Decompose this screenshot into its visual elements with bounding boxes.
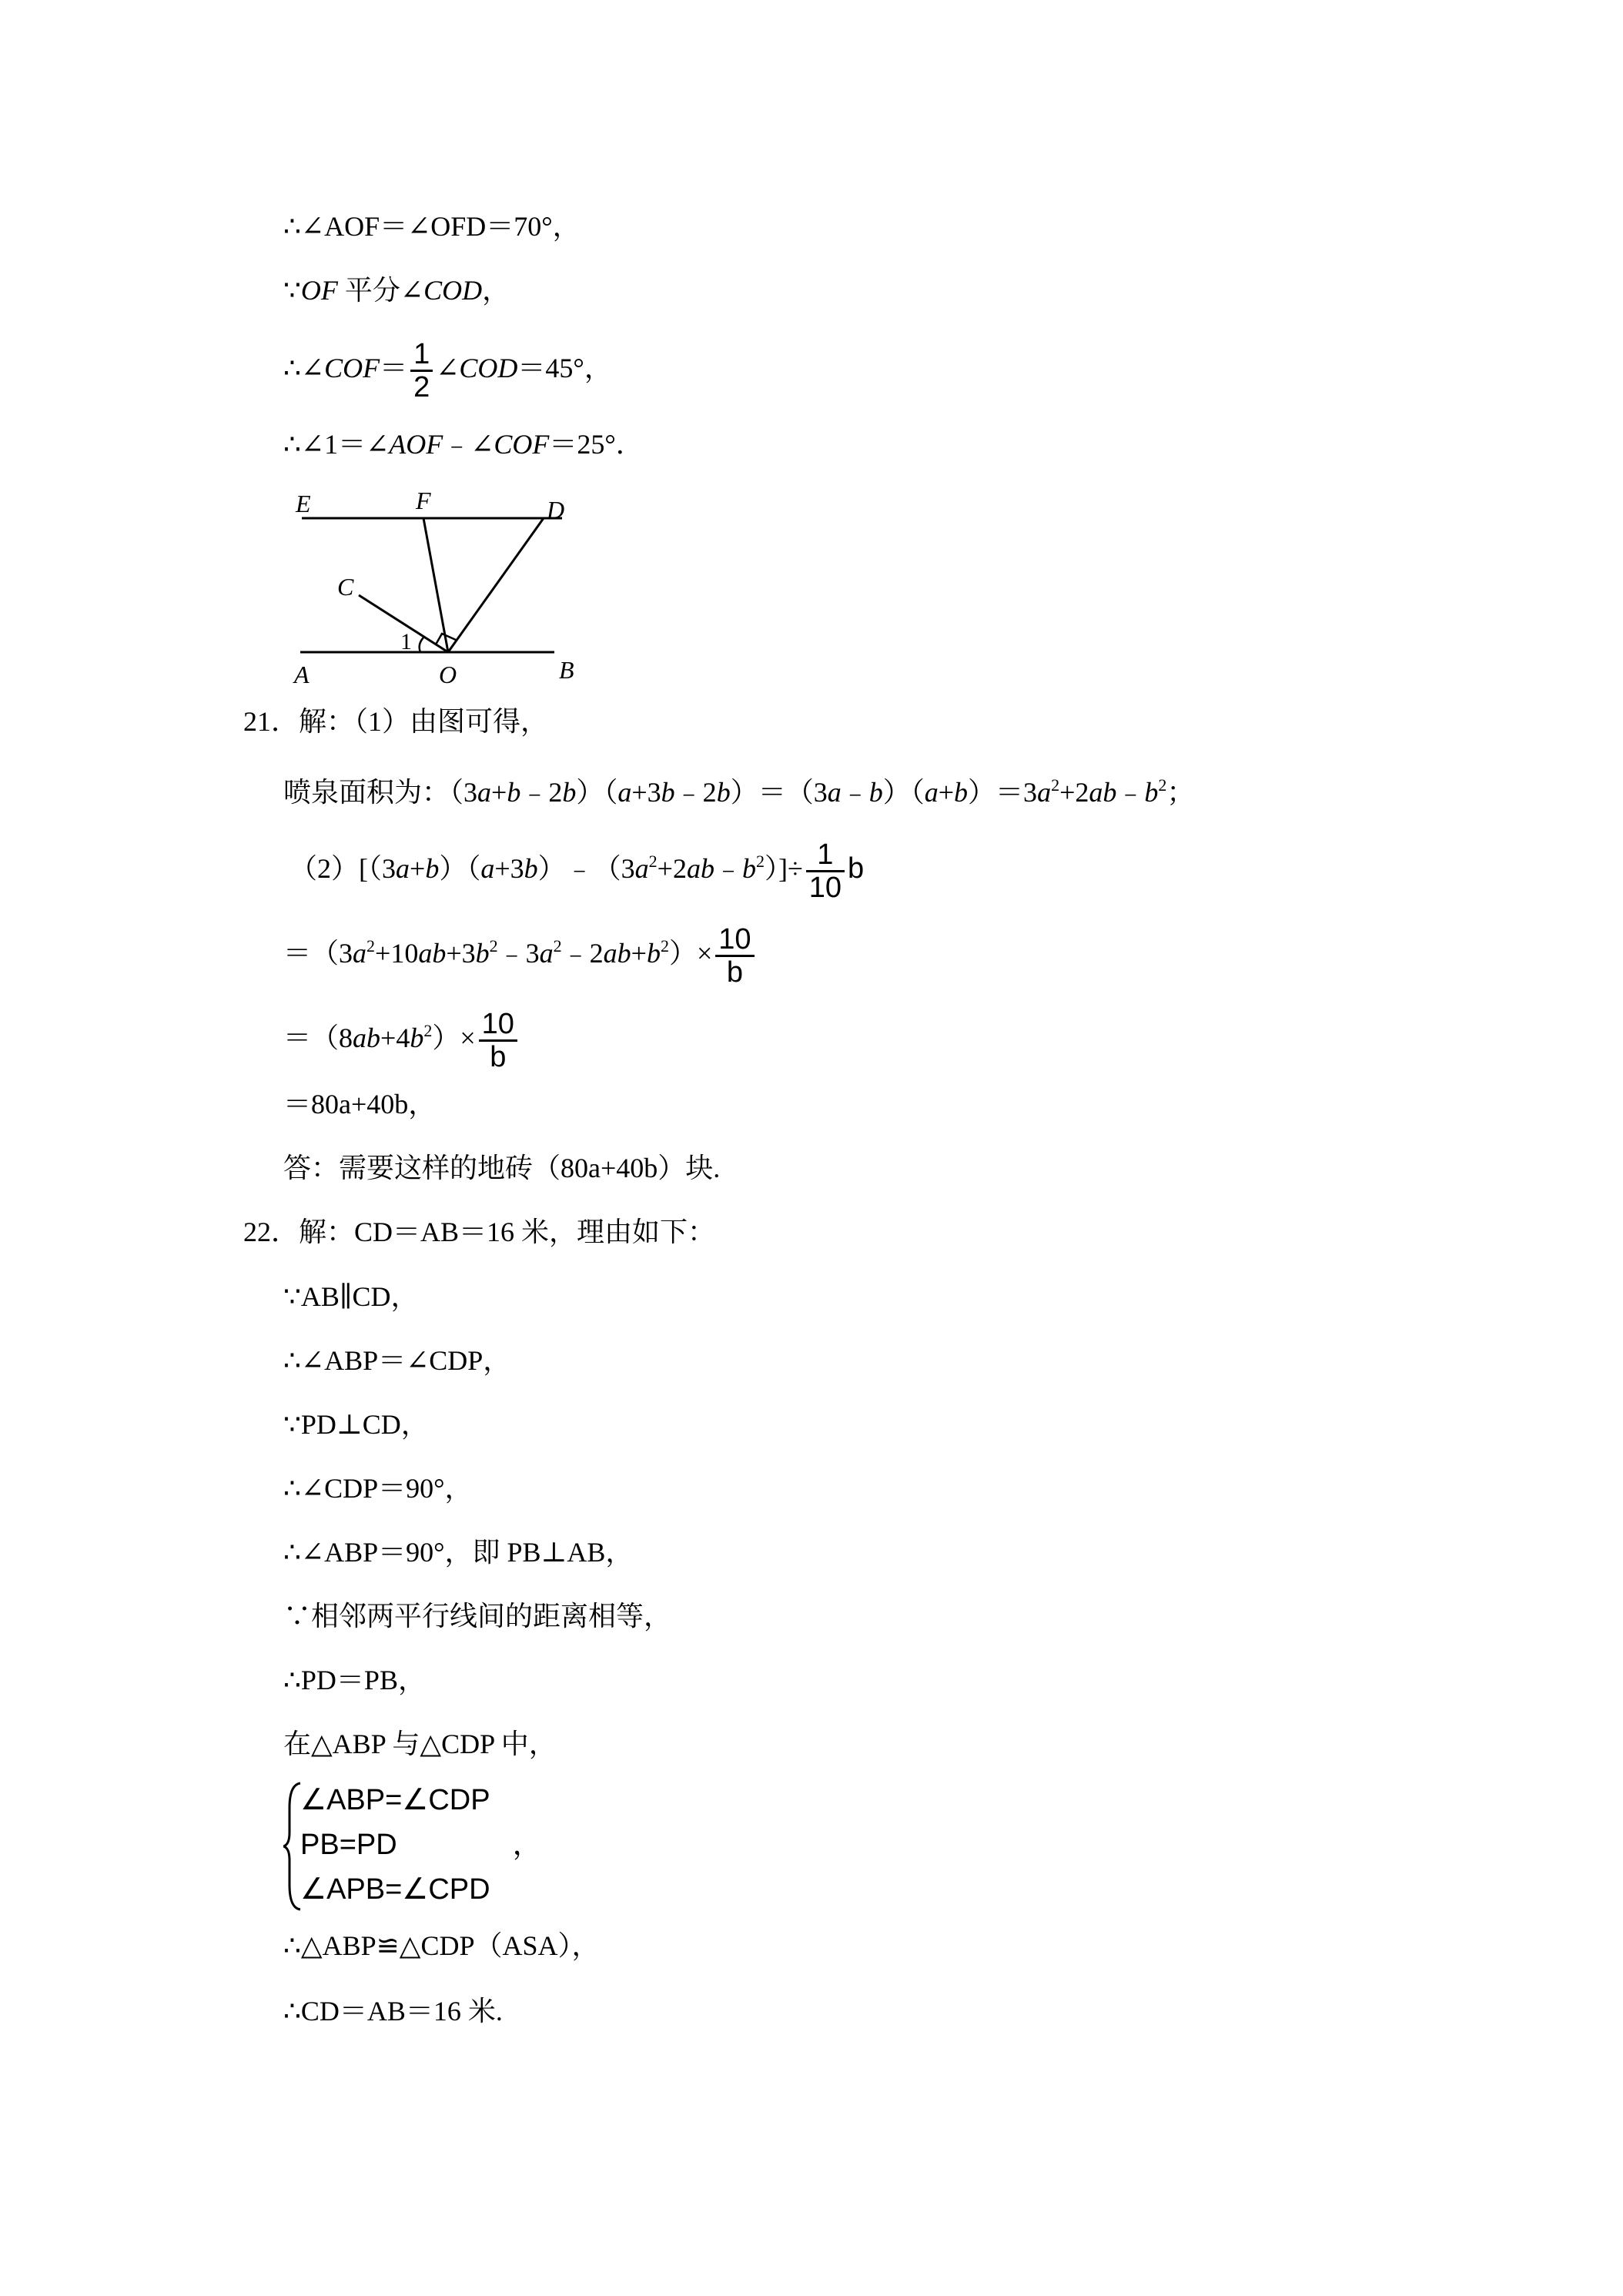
- q22-step-5: ∴∠ABP＝90°，即 PB⊥AB，: [283, 1537, 634, 1568]
- q21-head: 21．解：（1）由图可得，: [243, 706, 549, 737]
- angle-1-arc: [420, 638, 423, 652]
- q21-area-line: [283, 768, 1194, 809]
- l1: ∴∠AOF＝∠OFD＝70°，: [283, 211, 581, 242]
- b: b: [507, 777, 521, 808]
- frac-num: 1: [806, 839, 845, 872]
- label-e: E: [296, 490, 311, 517]
- proof-line-4: [283, 427, 644, 461]
- l3-pre: ∴∠: [283, 352, 325, 383]
- system-row-1: ∠ABP=∠CDP: [300, 1784, 490, 1816]
- label-f: F: [416, 487, 431, 514]
- a: a: [827, 777, 842, 808]
- l3-end: ＝45°，: [517, 352, 612, 383]
- sys2-text: PB=PD: [300, 1829, 397, 1861]
- a: a: [477, 777, 492, 808]
- b: b: [716, 777, 731, 808]
- frac-num: 10: [715, 924, 754, 957]
- l3-post: ∠: [436, 352, 460, 383]
- q21-answer: 答：需要这样的地砖（80a+40b）块.: [283, 1153, 721, 1183]
- q22-step-4: ∴∠CDP＝90°，: [283, 1473, 473, 1504]
- sup: 2: [1051, 775, 1060, 795]
- t: +: [938, 777, 955, 808]
- t: ﹣2: [520, 777, 563, 808]
- half-fraction: [410, 339, 433, 403]
- label-b: B: [559, 656, 574, 684]
- b: b: [562, 777, 577, 808]
- frac-den: 10: [808, 872, 842, 904]
- ten-over-b-fraction-2: [479, 1009, 517, 1073]
- l3-eq: ＝: [380, 352, 408, 383]
- q21-eq3: [283, 1009, 520, 1073]
- p2-tail: b: [848, 852, 865, 885]
- l4-it2: COF: [494, 429, 550, 460]
- l4-it: AOF: [389, 429, 443, 460]
- t: ）＝（3: [730, 777, 828, 808]
- frac-num: 1: [410, 339, 433, 372]
- l3-it2: COD: [459, 352, 518, 383]
- frac-num: 10: [479, 1009, 517, 1042]
- label-a: A: [294, 661, 310, 688]
- a: a: [924, 777, 939, 808]
- frac-den: 2: [413, 371, 430, 403]
- q22-head: 22．解：CD＝AB＝16 米，理由如下：: [243, 1217, 716, 1247]
- q22-step-9: ∴△ABP≌△CDP（ASA），: [283, 1930, 600, 1961]
- q22-step-10: ∴CD＝AB＝16 米.: [283, 1996, 503, 2027]
- area-prefix: 喷泉面积为：（3: [283, 777, 478, 808]
- ten-over-b-fraction: [715, 924, 754, 988]
- q22-step-2: ∴∠ABP＝∠CDP，: [283, 1345, 511, 1376]
- left-brace: [283, 1783, 300, 1909]
- q22-step-6: ∵相邻两平行线间的距离相等，: [283, 1601, 672, 1632]
- label-d: D: [547, 496, 565, 524]
- t: ﹣: [1116, 777, 1145, 808]
- t: ；: [1166, 777, 1195, 808]
- b: b: [661, 777, 675, 808]
- q21-eq2: [283, 924, 758, 988]
- l4-end: ＝25°．: [549, 429, 644, 460]
- t: ﹣2: [674, 777, 717, 808]
- l2-it2: COD: [423, 275, 483, 306]
- label-c: C: [337, 573, 354, 601]
- frac-den: b: [726, 956, 743, 989]
- tenth-fraction: [806, 839, 845, 903]
- l2-end: ，: [482, 275, 510, 306]
- b: b: [868, 777, 883, 808]
- proof-line-1: [283, 209, 581, 243]
- proof-line-2: [283, 273, 510, 307]
- sys2-tail: ，: [512, 1829, 542, 1861]
- q22-step-1: ∵AB∥CD，: [283, 1281, 419, 1312]
- label-1: 1: [400, 629, 412, 654]
- q22-step-8: 在△ABP 与△CDP 中，: [283, 1729, 557, 1759]
- ab: ab: [1089, 777, 1117, 808]
- q22-step-3: ∵PD⊥CD，: [283, 1409, 429, 1440]
- part2-expr: $(2)[(3a+b)(a+3b)﹣(3a^2+2ab﹣b^2)]\div$: [289, 851, 803, 884]
- proof-line-1-text: [283, 211, 581, 242]
- geometry-figure: [285, 481, 593, 689]
- t: ）（: [576, 777, 618, 808]
- l4-mid: ﹣∠: [443, 429, 494, 460]
- eq2-expr: $=(3a^2+10ab+3b^2﹣3a^2﹣2ab+b^2)\times$: [283, 935, 713, 969]
- t: +2: [1059, 777, 1089, 808]
- b: b: [1144, 777, 1159, 808]
- ray-od: [448, 518, 544, 652]
- a: a: [1037, 777, 1052, 808]
- t: ）（: [882, 777, 925, 808]
- b: b: [954, 777, 969, 808]
- label-o: O: [439, 661, 457, 688]
- sup: 2: [1158, 775, 1167, 795]
- t: +3: [631, 777, 661, 808]
- proof-line-3: [283, 339, 612, 403]
- t: ）＝3: [968, 777, 1038, 808]
- eq3-expr: $=(8ab+4b^2)\times$: [283, 1020, 476, 1053]
- ray-of: [423, 518, 448, 652]
- system-row-2: [300, 1828, 542, 1862]
- frac-den: b: [490, 1041, 507, 1073]
- t: +: [491, 777, 507, 808]
- t: ﹣: [841, 777, 869, 808]
- a: a: [617, 777, 632, 808]
- l4-pre: ∴∠1＝∠: [283, 429, 390, 460]
- q21-part2-line: [289, 839, 864, 903]
- l2-it: OF: [300, 275, 338, 306]
- l2-post: 平分∠: [337, 275, 424, 306]
- q22-step-7: ∴PD＝PB，: [283, 1665, 426, 1695]
- q21-eq4: ＝80a+40b，: [283, 1089, 437, 1120]
- l2-pre: ∵: [283, 275, 301, 306]
- system-row-3: ∠APB=∠CPD: [300, 1873, 490, 1906]
- l3-it: COF: [324, 352, 380, 383]
